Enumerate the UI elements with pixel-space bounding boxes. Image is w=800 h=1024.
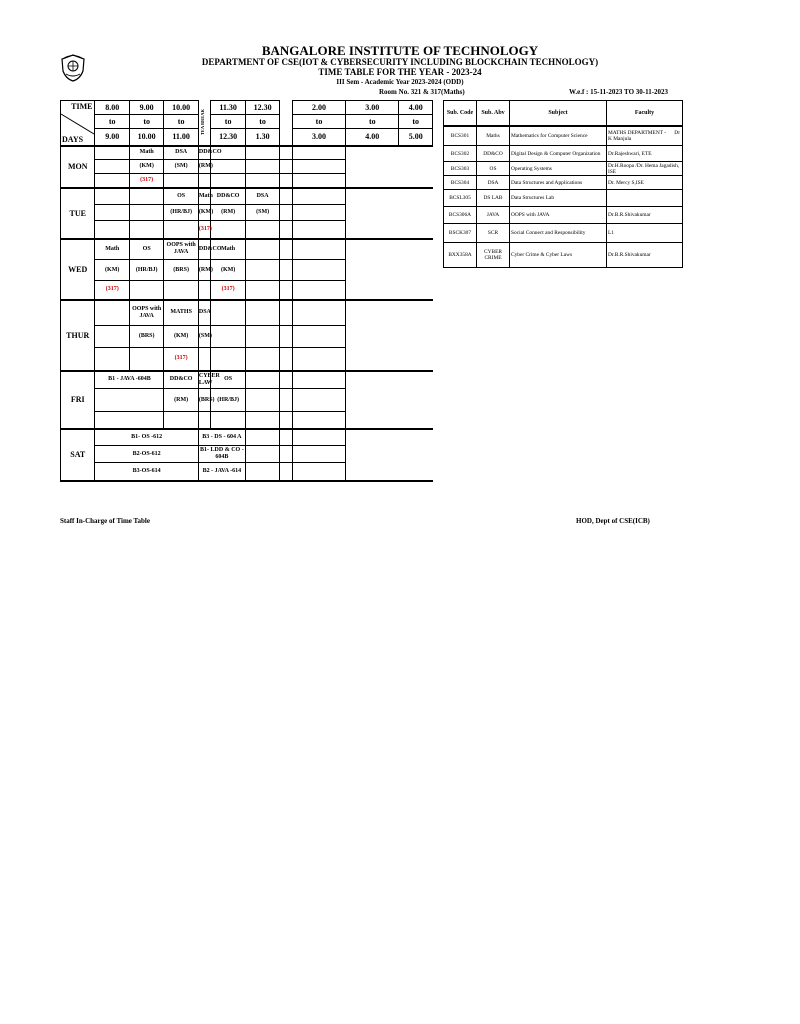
slot-4-to: to (211, 115, 245, 129)
table-row (444, 190, 683, 207)
cell-wed-s5-room: (317) (211, 281, 245, 300)
sub-code: BCS303 (444, 162, 477, 176)
cell-tue-s4-faculty: (KM) (198, 205, 211, 221)
sub-faculty: Dr. Mercy S,ISE (607, 176, 683, 190)
cell-sat-batch-a2: B2-OS-612 (95, 446, 198, 463)
slot-5-end: 1.30 (245, 129, 279, 146)
sub-abv: DD&CO (477, 146, 510, 162)
cell-wed-s2: OS (129, 239, 163, 260)
slot-4-end: 12.30 (211, 129, 245, 146)
cell-wed-s5: Math (211, 239, 245, 260)
day-tue: TUE (61, 188, 95, 239)
cell-tue-s3: OS (164, 188, 198, 205)
cell-tue-s6-faculty: (SM) (245, 205, 279, 221)
sub-faculty (607, 190, 683, 207)
slot-7-end: 4.00 (346, 129, 399, 146)
cell-thu-s2-faculty: (BRS) (129, 326, 163, 348)
cell-sat-batch-b2: B1- LDD & CO - 604B (198, 446, 245, 463)
cell-wed-s5-faculty: (KM) (211, 260, 245, 281)
cell-thu-s2: OOPS with JAVA (129, 300, 163, 326)
slot-3-start: 10.00 (164, 101, 198, 115)
time-label: TIME (71, 102, 93, 111)
room-info: Room No. 321 & 317(Maths) (379, 88, 465, 96)
day-thur: THUR (61, 300, 95, 371)
cell-wed-s1-faculty: (KM) (95, 260, 129, 281)
cell-fri-s3-faculty: (RM) (164, 389, 198, 412)
sub-abv: SCR (477, 224, 510, 243)
semester-line: III Sem - Academic Year 2023-2024 (ODD) (336, 78, 464, 86)
cell-wed-s4: DD&CO (198, 239, 211, 260)
faculty-name: K Manjula (608, 135, 632, 142)
timetable-title: TIME TABLE FOR THE YEAR - 2023-24 (318, 67, 482, 77)
time-days-corner (61, 101, 95, 146)
slot-3-end: 11.00 (164, 129, 198, 146)
sub-faculty: Dr.H.Roopa /Dr. Hema Jagadish, ISE (607, 162, 683, 176)
faculty-title: Dr (674, 129, 680, 136)
sub-abv: JAVA (477, 207, 510, 224)
cell-thu-s3: MATHS (164, 300, 198, 326)
header-subject: Subject (510, 101, 607, 126)
cell-fri-s4-faculty: (BRS) (198, 389, 211, 412)
slot-2-to: to (129, 115, 163, 129)
sub-name: Cyber Crime & Cyber Laws (510, 243, 607, 268)
tea-break-column (198, 101, 211, 146)
sub-abv: DSA (477, 176, 510, 190)
slot-1-end: 9.00 (95, 129, 129, 146)
table-row (444, 243, 683, 268)
slot-7-start: 3.00 (346, 101, 399, 115)
sub-abv: CYBER CRIME (477, 243, 510, 268)
sub-code: BCS301 (444, 126, 477, 146)
cell-fri-s3: DD&CO (164, 371, 198, 389)
slot-8-end: 5.00 (399, 129, 433, 146)
day-wed: WED (61, 239, 95, 300)
cell-mon-s3-faculty: (SM) (164, 160, 198, 174)
cell-wed-s1-room: (317) (95, 281, 129, 300)
sub-name: Mathematics for Computer Science (510, 126, 607, 146)
cell-mon-s3: DSA (164, 146, 198, 160)
cell-tue-s5-faculty: (RM) (211, 205, 245, 221)
sub-code: BCS302 (444, 146, 477, 162)
sub-abv: Maths (477, 126, 510, 146)
institute-name: BANGALORE INSTITUTE OF TECHNOLOGY (261, 43, 539, 58)
sub-name: OOPS with JAVA (510, 207, 607, 224)
table-row (444, 162, 683, 176)
sub-abv: OS (477, 162, 510, 176)
slot-1-start: 8.00 (95, 101, 129, 115)
slot-5-start: 12.30 (245, 101, 279, 115)
slot-8-to: to (399, 115, 433, 129)
table-row (444, 126, 683, 146)
cell-sat-batch-b3: B2 - JAVA -614 (198, 463, 245, 481)
table-row (444, 176, 683, 190)
day-fri: FRI (61, 371, 95, 429)
timetable-grid (60, 100, 433, 482)
cell-wed-s3: OOPS with JAVA (164, 239, 198, 260)
sub-faculty: Dr.B.R.Shivakumar (607, 243, 683, 268)
table-row (444, 146, 683, 162)
sub-name: Data Structures and Applications (510, 176, 607, 190)
slot-6-end: 3.00 (292, 129, 345, 146)
footer-staff-incharge: Staff In-Charge of Time Table (60, 517, 150, 525)
sub-name: Social Connect and Responsibility (510, 224, 607, 243)
sub-faculty: Dr.Rajeshwari, ETE (607, 146, 683, 162)
sub-code: BSCK307 (444, 224, 477, 243)
day-sat: SAT (61, 429, 95, 481)
sub-name: Operating Systems (510, 162, 607, 176)
cell-sat-batch-b1: B3 - DS - 604 A (198, 429, 245, 446)
cell-mon-s2: Math (129, 146, 163, 160)
cell-sat-batch-a1: B1- OS -612 (95, 429, 198, 446)
table-row (444, 207, 683, 224)
sub-name: Data Structures Lab (510, 190, 607, 207)
subject-faculty-table (443, 100, 683, 268)
cell-wed-s4-faculty: (RM) (198, 260, 211, 281)
slot-1-to: to (95, 115, 129, 129)
cell-thu-s3-faculty: (KM) (164, 326, 198, 348)
slot-6-start: 2.00 (292, 101, 345, 115)
slot-2-start: 9.00 (129, 101, 163, 115)
cell-mon-s2-room: (317) (129, 174, 163, 188)
slot-2-end: 10.00 (129, 129, 163, 146)
cell-tue-s4-room: (317) (198, 221, 211, 239)
sub-name: Digital Design & Computer Organization (510, 146, 607, 162)
cell-tue-s6: DSA (245, 188, 279, 205)
department-name: DEPARTMENT OF CSE(IOT & CYBERSECURITY INCLUDING BLOCKCHAIN TECHNOLOGY) (201, 57, 599, 67)
cell-mon-s4-faculty: (RM) (198, 160, 211, 174)
header-sub-abv: Sub. Abv (477, 101, 510, 126)
lunch-break-column (280, 101, 293, 146)
cell-fri-lab: B1 - JAVA -604B (95, 371, 164, 389)
header-sub-code: Sub. Code (444, 101, 477, 126)
table-row (444, 224, 683, 243)
cell-thu-s4-faculty: (SM) (198, 326, 211, 348)
sub-abv: DS LAB (477, 190, 510, 207)
sub-code: BCS304 (444, 176, 477, 190)
days-label: DAYS (62, 134, 84, 144)
sub-faculty: L1 (607, 224, 683, 243)
wef-date: W.e.f : 15-11-2023 TO 30-11-2023 (569, 88, 669, 96)
footer-hod: HOD, Dept of CSE(ICB) (576, 517, 650, 525)
cell-mon-s2-faculty: (KM) (129, 160, 163, 174)
slot-3-to: to (164, 115, 198, 129)
day-mon: MON (61, 146, 95, 188)
cell-fri-s5: OS (211, 371, 245, 389)
slot-6-to: to (292, 115, 345, 129)
cell-wed-s2-faculty: (HR/BJ) (129, 260, 163, 281)
faculty-dept: MATHS DEPARTMENT - (608, 129, 667, 136)
cell-wed-s1: Math (95, 239, 129, 260)
slot-5-to: to (245, 115, 279, 129)
cell-mon-s4: DD&CO (198, 146, 211, 160)
cell-thu-s3-room: (317) (164, 348, 198, 371)
sub-faculty (607, 126, 683, 146)
sub-code: BXX358A (444, 243, 477, 268)
cell-tue-s3-faculty: (HR/BJ) (164, 205, 198, 221)
cell-tue-s5: DD&CO (211, 188, 245, 205)
cell-fri-s5-faculty: (HR/BJ) (211, 389, 245, 412)
cell-wed-s3-faculty: (BRS) (164, 260, 198, 281)
cell-fri-s4: CYBER LAW (198, 371, 211, 389)
slot-4-start: 11.30 (211, 101, 245, 115)
slot-8-start: 4.00 (399, 101, 433, 115)
sub-faculty: Dr.B.R.Shivakumar (607, 207, 683, 224)
sub-code: BCS306A (444, 207, 477, 224)
slot-7-to: to (346, 115, 399, 129)
tea-break-label: TEA BREAK (199, 109, 205, 136)
cell-thu-s4: DSA (198, 300, 211, 326)
cell-sat-batch-a3: B3-OS-614 (95, 463, 198, 481)
cell-tue-s4: Math (198, 188, 211, 205)
header-faculty: Faculty (607, 101, 683, 126)
sub-code: BCSL305 (444, 190, 477, 207)
